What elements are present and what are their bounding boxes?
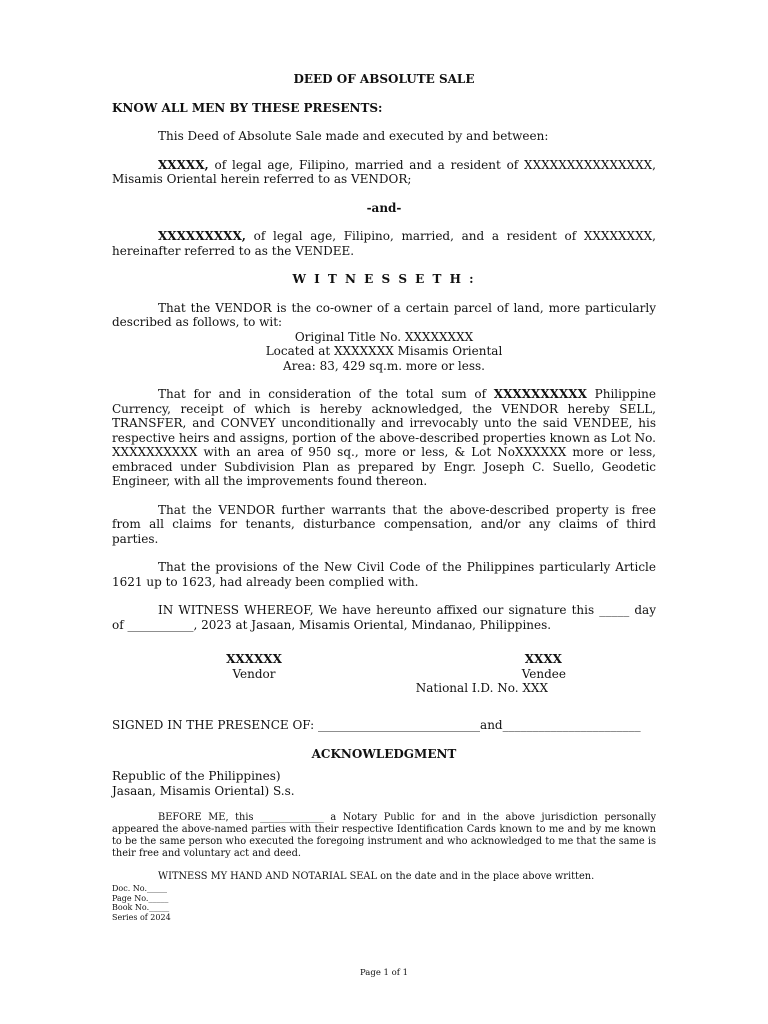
signature-block (112, 652, 656, 710)
consideration-amount: XXXXXXXXXX (493, 387, 587, 401)
know-all-heading: KNOW ALL MEN BY THESE PRESENTS: (112, 100, 383, 115)
signed-in-presence: SIGNED IN THE PRESENCE OF: ___________________________and_______________________ (112, 718, 641, 732)
document-body (112, 72, 656, 885)
witness-whereof-paragraph: IN WITNESS WHEREOF, We have hereunto affixed our signature this _____ day of ___________, 2023 at Jasaan, Misamis Oriental, Mindanao, Philippines. (112, 603, 656, 632)
vendee-party-name: XXXXXXXXX, (158, 229, 246, 243)
intro-paragraph: This Deed of Absolute Sale made and executed by and between: (158, 129, 549, 143)
vendee-national-id: National I.D. No. XXX (415, 681, 548, 695)
ownership-paragraph: That the VENDOR is the co-owner of a certain parcel of land, more particularly described as follows, to wit: (112, 300, 656, 329)
vendee-party-paragraph (112, 229, 656, 258)
vendor-party-text: of legal age, Filipino, married and a resident of XXXXXXXXXXXXXXX, Misamis Oriental herein referred to as VENDOR; (112, 157, 656, 186)
property-location: Located at XXXXXXX Misamis Oriental (265, 344, 503, 358)
vendee-signature (412, 652, 652, 696)
republic-line: Republic of the Philippines) (112, 769, 281, 783)
vendor-signature-role: Vendor (232, 666, 276, 681)
vendee-signature-role: Vendee (521, 666, 566, 681)
consideration-paragraph (112, 387, 656, 489)
vendor-signature-name: XXXXXX (226, 652, 282, 666)
vendor-party-paragraph (112, 158, 656, 187)
document-title: DEED OF ABSOLUTE SALE (293, 72, 475, 86)
vendor-signature (194, 652, 314, 681)
property-title-no: Original Title No. XXXXXXXX (294, 329, 474, 344)
vendee-party-text: of legal age, Filipino, married, and a resident of XXXXXXXX, hereinafter referred to as the VENDEE. (112, 229, 656, 258)
warranty-paragraph: That the VENDOR further warrants that the above-described property is free from all claims for tenants, disturbance compensation, and/or any claims of third parties. (112, 502, 656, 546)
and-separator: -and- (366, 200, 402, 215)
series-year: Series of 2024 (112, 912, 171, 922)
witnesseth-heading: W I T N E S S E T H : (292, 272, 476, 286)
jurisdiction-line: Jasaan, Misamis Oriental) S.s. (112, 783, 295, 798)
acknowledgment-heading: ACKNOWLEDGMENT (311, 746, 457, 761)
notarial-register (112, 884, 171, 922)
book-no: Book No._____ (112, 903, 170, 912)
property-area: Area: 83, 429 sq.m. more or less. (283, 358, 485, 373)
consideration-after: Philippine Currency, receipt of which is hereby acknowledged, the VENDOR hereby SELL, TRANSFER, and CONVEY unconditionally and irrevocably unto the said VENDEE, his respective heirs and assigns, portion of the above-described properties known as Lot No. XXXXXXXXXX with an area of 950 sq., more or less, & Lot NoXXXXXX more or less, embraced under Subdivision Plan as prepared by Engr. Joseph C. Suello, Geodetic Engineer, with all the improvements found thereon. (112, 387, 656, 488)
civil-code-paragraph: That the provisions of the New Civil Code of the Philippines particularly Article 1621 up to 1623, had already been complied with. (112, 560, 656, 589)
notary-paragraph: BEFORE ME, this _____________ a Notary Public for and in the above jurisdiction personally appeared the above-named parties with their respective Identification Cards known to me and by me known to be the same person who executed the foregoing instrument and who acknowledged to me that the same is their free and voluntary act and deed. (112, 812, 656, 859)
consideration-before: That for and in consideration of the total sum of (158, 387, 494, 401)
doc-no: Doc. No._____ (112, 884, 168, 893)
witness-hand-paragraph: WITNESS MY HAND AND NOTARIAL SEAL on the date and in the place above written. (158, 871, 595, 882)
vendee-signature-name: XXXX (524, 652, 562, 666)
page-footer: Page 1 of 1 (359, 968, 409, 978)
vendor-party-name: XXXXX, (158, 157, 209, 172)
page-no: Page No._____ (112, 893, 169, 903)
